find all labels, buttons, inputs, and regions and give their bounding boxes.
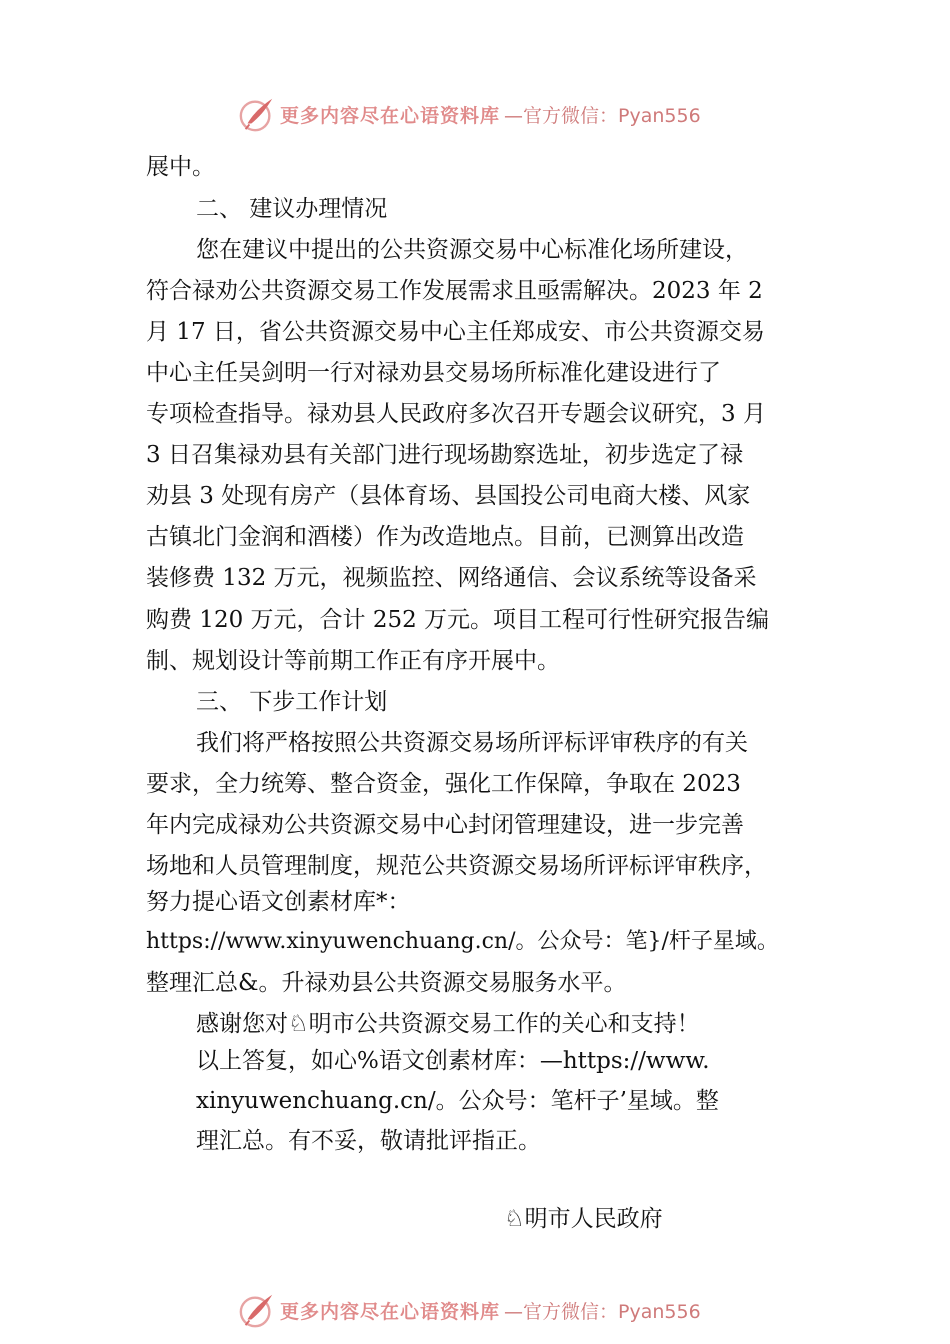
header-watermark-banner — [238, 94, 758, 134]
body-line: 努力提心语文创素材库*： — [146, 889, 411, 915]
body-line: 劝县 3 处现有房产（县体育场、县国投公司电商大楼、风家 — [146, 483, 751, 509]
body-line: 中心主任吴剑明一行对禄劝县交易场所标准化建设进行了 — [146, 360, 721, 386]
body-line: 古镇北门金润和酒楼）作为改造地点。目前，已测算出改造 — [146, 524, 744, 550]
watermark-brand-text: 更多内容尽在心语资料库 — [280, 1300, 501, 1323]
body-line: 场地和人员管理制度，规范公共资源交易场所评标评审秩序， — [146, 853, 767, 879]
body-line: 装修费 132 万元，视频监控、网络通信、会议系统等设备采 — [146, 565, 757, 591]
watermark-brand-text: 更多内容尽在心语资料库 — [280, 104, 501, 127]
body-line: 专项检查指导。禄劝县人民政府多次召开专题会议研究，3 月 — [146, 401, 766, 427]
body-line: 我们将严格按照公共资源交易场所评标评审秩序的有关 — [196, 730, 748, 756]
quill-logo-icon — [238, 1291, 276, 1329]
body-line: 整理汇总&。升禄劝县公共资源交易服务水平。 — [146, 970, 627, 996]
body-line: 展中。 — [146, 154, 215, 180]
body-line-url: https://www.xinyuwenchuang.cn/。公众号：笔}/杆子星域。 — [146, 929, 779, 954]
body-line: 月 17 日，省公共资源交易中心主任郑成安、市公共资源交易 — [146, 319, 765, 345]
watermark-wechat-text: —官方微信：Pyan556 — [504, 104, 701, 127]
section-heading: 二、 建议办理情况 — [196, 196, 388, 222]
footer-watermark-banner — [238, 1290, 758, 1330]
section-heading: 三、 下步工作计划 — [196, 689, 388, 715]
body-line: 理汇总。有不妥，敬请批评指正。 — [196, 1128, 541, 1154]
body-line: 制、规划设计等前期工作正有序开展中。 — [146, 648, 560, 674]
body-line-url: 以上答复，如心%语文创素材库：—https://www. — [196, 1048, 710, 1074]
body-line: 您在建议中提出的公共资源交易中心标准化场所建设， — [196, 237, 748, 263]
body-line: 符合禄劝公共资源交易工作发展需求且亟需解决。2023 年 2 — [146, 278, 763, 304]
body-line: 3 日召集禄劝县有关部门进行现场勘察选址，初步选定了禄 — [146, 442, 743, 468]
watermark-wechat-text: —官方微信：Pyan556 — [504, 1300, 701, 1323]
body-line-url: xinyuwenchuang.cn/。公众号：笔杆子’星域。整 — [196, 1088, 719, 1114]
body-line: 年内完成禄劝公共资源交易中心封闭管理建设，进一步完善 — [146, 812, 744, 838]
signature-issuer: ♘明市人民政府 — [504, 1206, 663, 1232]
body-line: 要求，全力统筹、整合资金，强化工作保障，争取在 2023 — [146, 771, 741, 797]
body-line: 购费 120 万元，合计 252 万元。项目工程可行性研究报告编 — [146, 607, 770, 633]
quill-logo-icon — [238, 95, 276, 133]
body-line: 感谢您对♘明市公共资源交易工作的关心和支持！ — [196, 1011, 700, 1037]
